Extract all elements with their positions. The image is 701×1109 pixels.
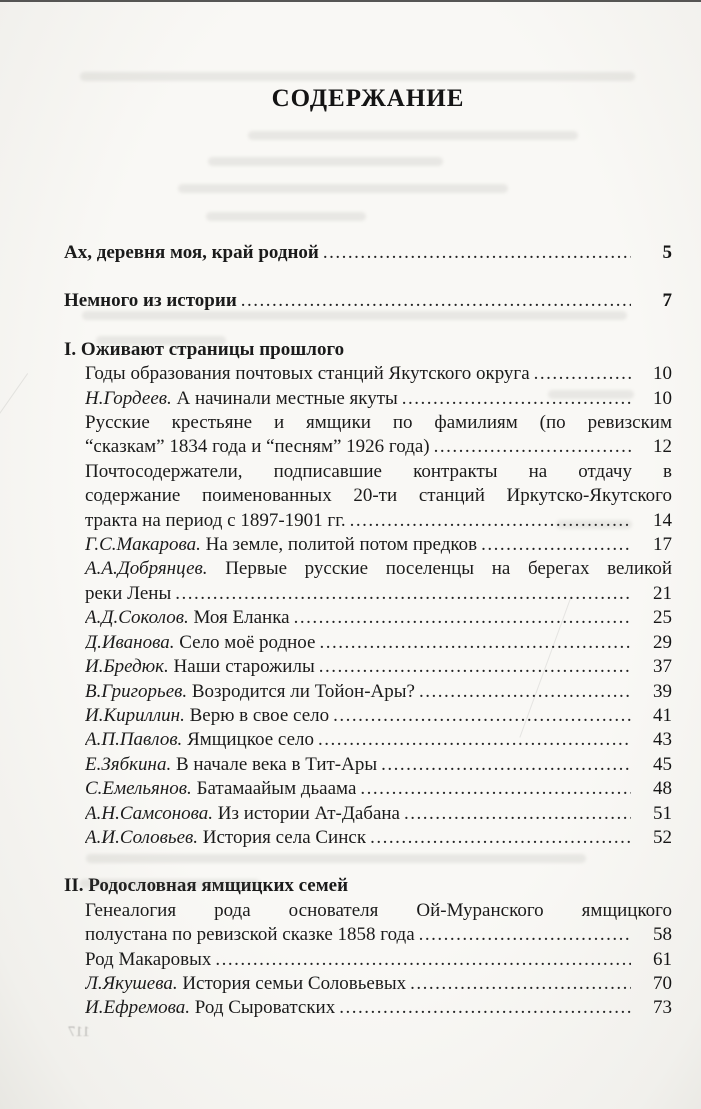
page-number: 41: [653, 704, 672, 726]
entry-text: А.А.Добрянцев. Первые русские поселенцы на берегах великой: [85, 558, 672, 580]
entry-author: Г.С.Макарова.: [85, 534, 206, 556]
toc-entry: [64, 753, 672, 777]
entry-author: Н.Гордеев.: [85, 387, 177, 409]
page-number: 43: [653, 729, 672, 751]
entry-text: А.Н.Самсонова. Из истории Ат-Дабана: [85, 802, 400, 824]
toc-entry: [64, 557, 672, 606]
toc-entry: [64, 362, 672, 386]
entry-text: В.Григорьев. Возродится ли Тойон-Ары?: [85, 680, 415, 702]
page-number: 10: [653, 363, 672, 385]
dotted-leader: [333, 704, 631, 728]
entry-author: И.Кириллин.: [85, 704, 190, 726]
bleedthrough-artifact: [80, 879, 260, 888]
page-number: 21: [653, 582, 672, 604]
bleedthrough-artifact: [86, 854, 586, 863]
entry-text: Д.Иванова. Село моё родное: [85, 631, 316, 653]
scan-edge-line: [0, 0, 701, 2]
toc-entry: [64, 606, 672, 630]
entry-text: тракта на период с 1897-1901 гг.: [85, 509, 346, 531]
entry-text: А.П.Павлов. Ямщицкое село: [85, 729, 314, 751]
page-number: 14: [653, 509, 672, 531]
entry-author: Л.Якушева.: [85, 972, 183, 994]
toc-entry: [64, 802, 672, 826]
bleedthrough-artifact: [548, 390, 634, 399]
dotted-leader: [339, 996, 631, 1020]
toc-title: СОДЕРЖАНИЕ: [271, 85, 465, 112]
dotted-leader: [404, 802, 631, 826]
entry-text: Немного из истории: [64, 290, 237, 312]
toc-entry: [64, 680, 672, 704]
entry-author: А.Н.Самсонова.: [85, 802, 218, 824]
page-number: 51: [653, 802, 672, 824]
page-number: 29: [653, 631, 672, 653]
dotted-leader: [318, 728, 631, 752]
page-number: 10: [653, 387, 672, 409]
dotted-leader: [419, 680, 631, 704]
entry-text: А.Д.Соколов. Моя Еланка: [85, 607, 290, 629]
entry-text: А.И.Соловьев. История села Синск: [85, 826, 367, 848]
entry-author: А.П.Павлов.: [85, 729, 188, 751]
page-number: 17: [653, 534, 672, 556]
entry-text: Н.Гордеев. А начинали местные якуты: [85, 387, 398, 409]
page-number: 45: [653, 753, 672, 775]
entry-text: И.Бредюк. Наши старожилы: [85, 656, 315, 678]
entry-author: А.А.Добрянцев.: [85, 558, 226, 580]
dotted-leader: [434, 435, 631, 459]
dotted-leader: [419, 923, 631, 947]
bleedthrough-artifact: [96, 336, 226, 345]
dotted-leader: [319, 655, 631, 679]
entry-author: И.Ефремова.: [85, 997, 195, 1019]
dotted-leader: [534, 362, 631, 386]
toc-entry: [64, 948, 672, 972]
page-number: 61: [653, 948, 672, 970]
dotted-leader: [360, 777, 631, 801]
bleedthrough-artifact: [206, 212, 366, 221]
toc-list: [64, 241, 672, 1021]
entry-author: А.И.Соловьев.: [85, 826, 203, 848]
bleedthrough-artifact: [556, 520, 632, 529]
entry-text: содержание поименованных 20-ти станций Иркутско-Якутского: [85, 485, 672, 507]
bleed-page-number: 117: [68, 1024, 90, 1040]
entry-text: Русские крестьяне и ямщики по фамилиям (по ревизским: [85, 412, 672, 434]
toc-entry: [64, 631, 672, 655]
page-number: 73: [653, 997, 672, 1019]
toc-entry: [64, 728, 672, 752]
bleedthrough-artifact: [248, 131, 578, 140]
toc-entry: [64, 899, 672, 948]
entry-text: Е.Зябкина. В начале века в Тит-Ары: [85, 753, 378, 775]
page-number: 5: [662, 242, 672, 263]
toc-entry: [64, 826, 672, 850]
entry-text: Г.С.Макарова. На земле, политой потом предков: [85, 534, 478, 556]
dotted-leader: [319, 631, 631, 655]
entry-text: И.Ефремова. Род Сыроватских: [85, 997, 336, 1019]
entry-text: С.Емельянов. Батамаайым дьаама: [85, 778, 357, 800]
dotted-leader: [381, 753, 631, 777]
toc-entry: [64, 777, 672, 801]
entry-text: Почтосодержатели, подписавшие контракты на отдачу в: [85, 460, 672, 482]
entry-text: Генеалогия рода основателя Ой-Муранского ямщицкого: [85, 899, 672, 921]
dotted-leader: [294, 606, 631, 630]
entry-text: Л.Якушева. История семьи Соловьевых: [85, 972, 407, 994]
entry-text: “сказкам” 1834 года и “песням” 1926 года): [85, 436, 430, 458]
toc-entry: [64, 655, 672, 679]
dotted-leader: [481, 533, 631, 557]
entry-text: И.Кириллин. Верю в свое село: [85, 704, 330, 726]
entry-author: В.Григорьев.: [85, 680, 192, 702]
entry-text: II. Родословная ямщицких семей: [64, 875, 349, 897]
bleedthrough-artifact: [80, 72, 635, 81]
entry-text: реки Лены: [85, 582, 172, 604]
page-number: 25: [653, 607, 672, 629]
entry-author: Е.Зябкина.: [85, 753, 176, 775]
dotted-leader: [215, 948, 631, 972]
entry-text: полустана по ревизской сказке 1858 года: [85, 924, 415, 946]
entry-text: Род Макаровых: [85, 948, 212, 970]
page-number: 58: [653, 924, 672, 946]
toc-entry: [64, 411, 672, 460]
page-number: 48: [653, 778, 672, 800]
toc-entry: [64, 704, 672, 728]
toc-entry: [64, 241, 672, 265]
entry-text: Годы образования почтовых станций Якутского округа: [85, 363, 530, 385]
dotted-leader: [323, 241, 631, 265]
dotted-leader: [370, 826, 631, 850]
toc-entry: [64, 972, 672, 996]
dotted-leader: [410, 972, 631, 996]
entry-author: Д.Иванова.: [85, 631, 180, 653]
dotted-leader: [175, 582, 631, 606]
bleedthrough-artifact: [208, 157, 443, 166]
entry-author: С.Емельянов.: [85, 778, 197, 800]
entry-text: Ах, деревня моя, край родной: [64, 242, 319, 263]
scratch-line: [0, 373, 28, 423]
entry-author: А.Д.Соколов.: [85, 607, 194, 629]
bleedthrough-artifact: [178, 184, 508, 193]
toc-entry: [64, 996, 672, 1020]
toc-entry: [64, 533, 672, 557]
page-number: 52: [653, 826, 672, 848]
page-number: 12: [653, 436, 672, 458]
page-number: 39: [653, 680, 672, 702]
page-number: 70: [653, 972, 672, 994]
page-number: 7: [662, 290, 672, 312]
entry-author: И.Бредюк.: [85, 656, 174, 678]
entry-text: I. Оживают страницы прошлого: [64, 338, 345, 360]
page-number: 37: [653, 656, 672, 678]
bleedthrough-artifact: [82, 311, 627, 320]
